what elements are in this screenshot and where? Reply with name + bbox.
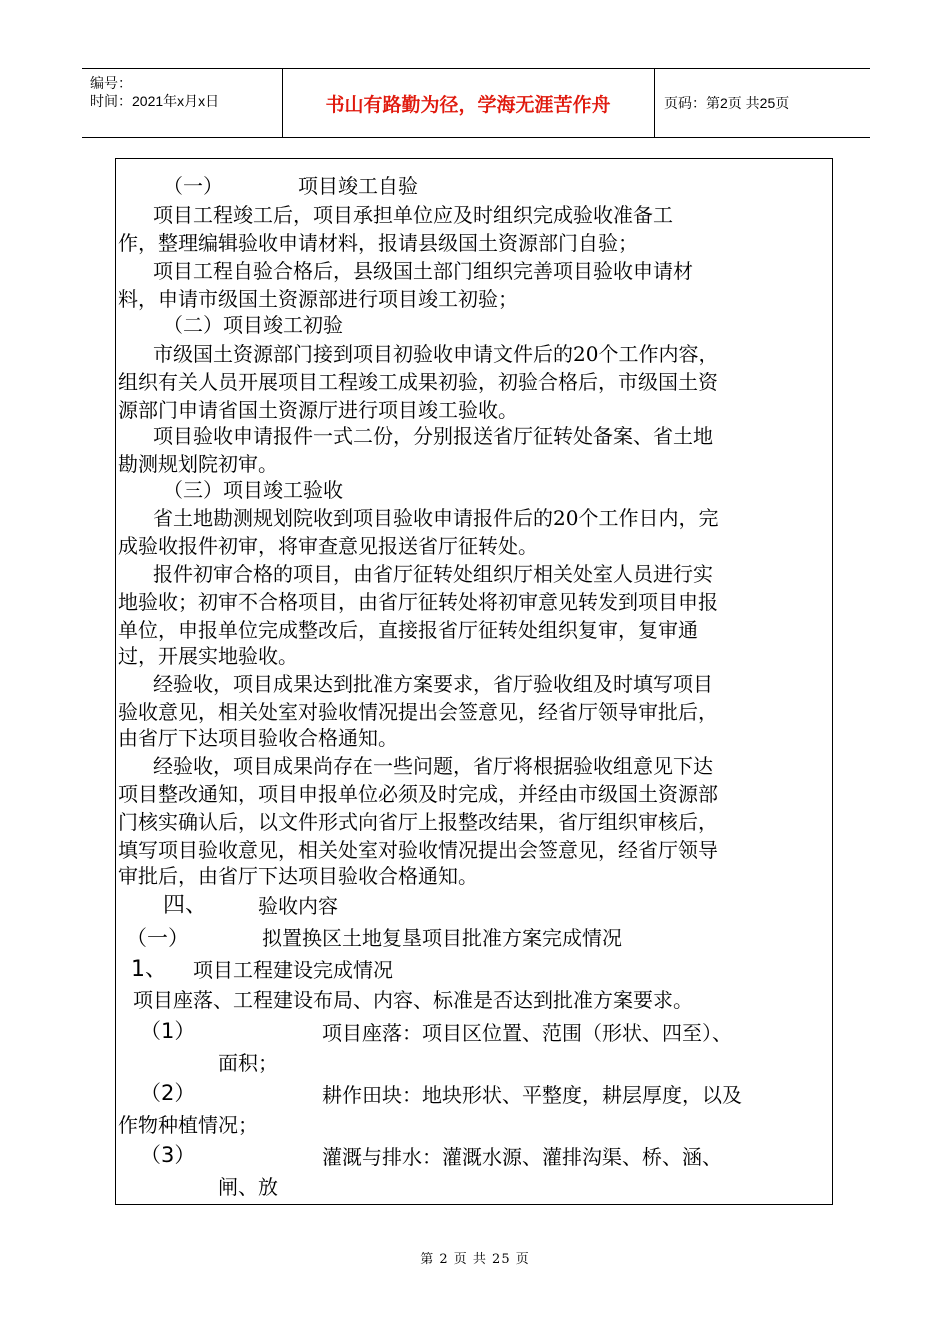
- body-text-line: 勘测规划院初审。: [118, 452, 278, 476]
- body-text-line: 由省厅下达项目验收合格通知。: [118, 726, 398, 750]
- body-text-line: （1）: [140, 1019, 196, 1043]
- page-footer: 第 2 页 共 25 页: [420, 1252, 530, 1267]
- body-text-line: 市级国土资源部门接到项目初验收申请文件后的20个工作内容，: [153, 342, 719, 366]
- body-text-line: （一）: [163, 174, 223, 198]
- body-text-line: 单位，申报单位完成整改后，直接报省厅征转处组织复审，复审通: [118, 618, 698, 642]
- body-text-line: 报件初审合格的项目，由省厅征转处组织厅相关处室人员进行实: [153, 562, 713, 586]
- body-text-line: 经验收，项目成果达到批准方案要求，省厅验收组及时填写项目: [153, 672, 713, 696]
- body-text-line: 验收内容: [258, 894, 338, 918]
- header-page-info: 页码：第2页 共25页: [664, 95, 790, 111]
- body-text-line: （二）项目竣工初验: [163, 313, 343, 337]
- body-text-line: 省土地勘测规划院收到项目验收申请报件后的20个工作日内，完: [153, 506, 719, 530]
- body-text-line: 料，申请市级国土资源部进行项目竣工初验；: [118, 287, 518, 311]
- body-text-line: 耕作田块：地块形状、平整度，耕层厚度，以及: [322, 1083, 742, 1107]
- body-text-line: （三）项目竣工验收: [163, 478, 343, 502]
- body-text-line: 面积；: [218, 1051, 278, 1075]
- body-text-line: 项目工程竣工后，项目承担单位应及时组织完成验收准备工: [153, 203, 673, 227]
- body-text-line: 门核实确认后，以文件形式向省厅上报整改结果，省厅组织审核后，: [118, 810, 718, 834]
- header-motto: 书山有路勤为径，学海无涯苦作舟: [282, 69, 655, 137]
- body-text-line: 项目整改通知，项目申报单位必须及时完成，并经由市级国土资源部: [118, 782, 718, 806]
- body-text-line: 项目座落：项目区位置、范围（形状、四至）、: [322, 1021, 732, 1045]
- body-text-line: 项目工程建设完成情况: [193, 958, 393, 982]
- body-text-line: 审批后，由省厅下达项目验收合格通知。: [118, 864, 478, 888]
- body-text-line: 四、: [163, 893, 208, 918]
- body-text-line: 地验收；初审不合格项目，由省厅征转处将初审意见转发到项目申报: [118, 590, 718, 614]
- body-text-line: 经验收，项目成果尚存在一些问题，省厅将根据验收组意见下达: [153, 754, 713, 778]
- page-header: [82, 68, 870, 138]
- document-date-label: 时间：2021年x月x日: [90, 93, 220, 109]
- body-text-line: 成验收报件初审，将审查意见报送省厅征转处。: [118, 534, 538, 558]
- body-text-line: 作，整理编辑验收申请材料，报请县级国土资源部门自验；: [118, 231, 638, 255]
- body-text-line: 1、: [131, 957, 167, 982]
- body-text-line: 项目验收申请报件一式二份，分别报送省厅征转处备案、省土地: [153, 424, 713, 448]
- body-text-line: 验收意见，相关处室对验收情况提出会签意见，经省厅领导审批后，: [118, 700, 718, 724]
- body-text-line: 源部门申请省国土资源厅进行项目竣工验收。: [118, 398, 518, 422]
- body-text-line: 组织有关人员开展项目工程竣工成果初验，初验合格后，市级国土资: [118, 370, 718, 394]
- body-text-line: （3）: [140, 1143, 196, 1167]
- body-text-line: 项目座落、工程建设布局、内容、标准是否达到批准方案要求。: [133, 988, 693, 1012]
- body-text-line: 项目工程自验合格后，县级国土部门组织完善项目验收申请材: [153, 259, 693, 283]
- header-meta-cell: [82, 69, 283, 137]
- body-text-line: （一）: [126, 926, 189, 950]
- body-text-line: 闸、放: [218, 1175, 278, 1199]
- body-text-line: （2）: [140, 1081, 196, 1105]
- body-text-line: 项目竣工自验: [298, 174, 418, 198]
- body-text-line: 作物种植情况；: [118, 1113, 258, 1137]
- body-text-line: 拟置换区土地复垦项目批准方案完成情况: [262, 926, 622, 950]
- body-text-line: 过，开展实地验收。: [118, 644, 298, 668]
- document-number-label: 编号：: [90, 75, 132, 91]
- body-text-line: 灌溉与排水：灌溉水源、灌排沟渠、桥、涵、: [322, 1145, 722, 1169]
- body-text-line: 填写项目验收意见，相关处室对验收情况提出会签意见，经省厅领导: [118, 838, 718, 862]
